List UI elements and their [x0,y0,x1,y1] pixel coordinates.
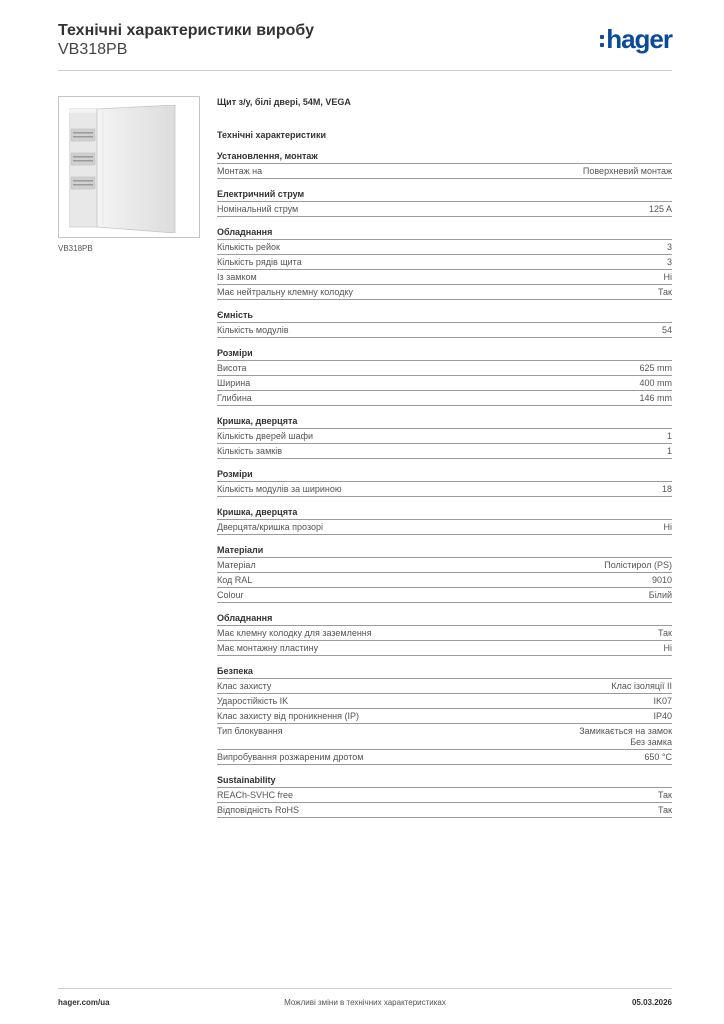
spec-group [217,415,672,459]
spec-content [217,96,672,827]
spec-label: Ширина [217,378,251,388]
section-heading: Технічні характеристики [217,130,326,140]
spec-group-title: Матеріали [217,544,672,558]
spec-row [217,429,672,444]
spec-group [217,347,672,406]
spec-value-line: Клас ізоляції II [611,681,672,691]
spec-label: Кількість рейок [217,242,280,252]
spec-label: Номінальний струм [217,204,299,214]
spec-label: Ударостійкість IK [217,696,289,706]
spec-value-line: IK07 [653,696,672,706]
spec-label: Матеріал [217,560,256,570]
spec-value [653,711,672,722]
spec-value-line: 625 mm [639,363,672,373]
product-image [58,96,200,238]
spec-value [583,166,672,177]
spec-value-line: Поверхневий монтаж [582,166,672,176]
spec-row [217,323,672,338]
spec-value-line: 146 mm [639,393,672,403]
spec-value-line: Полістирол (PS) [604,560,672,570]
spec-value [644,752,672,763]
spec-value [611,681,672,692]
spec-group-title: Sustainability [217,774,672,788]
spec-label: REACh-SVHC free [217,790,294,800]
spec-row [217,641,672,656]
spec-value [667,242,672,253]
spec-value-line: 650 °C [644,752,672,762]
spec-group [217,309,672,338]
spec-value-line: IP40 [653,711,672,721]
product-name: Щит з/у, білі двері, 54М, VEGA [217,97,351,107]
page-footer [58,988,672,1011]
spec-label: Кількість дверей шафи [217,431,314,441]
footer-website: hager.com/ua [58,998,110,1007]
spec-row [217,750,672,765]
spec-row [217,240,672,255]
spec-row [217,803,672,818]
spec-group-title: Установлення, монтаж [217,150,672,164]
spec-label: Відповідність RoHS [217,805,299,815]
spec-row [217,724,672,750]
spec-group-title: Електричний струм [217,188,672,202]
spec-label: Кількість рядів щита [217,257,302,267]
spec-value-line: Замикається на замок [579,726,672,736]
spec-value-line: Ні [663,272,672,282]
spec-value [658,287,672,298]
spec-group-title: Розміри [217,468,672,482]
spec-group [217,544,672,603]
spec-value-line: 1 [666,431,672,441]
spec-row [217,482,672,497]
spec-label: Клас захисту від проникнення (IP) [217,711,360,721]
spec-value-line: 125 A [648,204,672,214]
spec-row [217,573,672,588]
spec-row [217,694,672,709]
spec-row [217,285,672,300]
spec-value [652,575,672,586]
spec-value-line: Так [657,628,672,638]
spec-group [217,774,672,818]
spec-value [664,272,673,283]
spec-group [217,506,672,535]
spec-label: Дверцята/кришка прозорі [217,522,323,532]
spec-row [217,376,672,391]
spec-value [667,431,672,442]
footer-date: 05.03.2026 [631,998,672,1007]
spec-value [658,790,672,801]
spec-value [649,204,672,215]
spec-row [217,164,672,179]
page-header [58,22,672,71]
spec-group-title: Обладнання [217,612,672,626]
spec-label: Тип блокування [217,726,283,736]
spec-row [217,558,672,573]
spec-value-line: Ні [663,643,672,653]
spec-row [217,444,672,459]
spec-label: Монтаж на [217,166,263,176]
spec-value [604,560,672,571]
spec-label: Colour [217,590,244,600]
spec-value-line: 9010 [651,575,672,585]
spec-row [217,520,672,535]
spec-value [649,590,672,601]
spec-label: Має клемну колодку для заземлення [217,628,372,638]
spec-value [658,628,672,639]
spec-value [579,726,672,748]
spec-group-title: Обладнання [217,226,672,240]
spec-group [217,665,672,765]
page-title: Технічні характеристики виробу [58,22,314,39]
spec-value-line: Так [657,790,672,800]
spec-value-line: Ні [663,522,672,532]
spec-value [667,446,672,457]
spec-row [217,709,672,724]
spec-label: Має нейтральну клемну колодку [217,287,353,297]
spec-label: Код RAL [217,575,253,585]
spec-value [639,363,672,374]
spec-label: Кількість модулів [217,325,289,335]
spec-row [217,788,672,803]
spec-group [217,226,672,300]
spec-value [639,378,672,389]
spec-row [217,679,672,694]
spec-row [217,202,672,217]
spec-value-line: 54 [661,325,672,335]
logo-text: hager [606,24,672,54]
spec-label: Має монтажну пластину [217,643,319,653]
spec-value-line: 18 [661,484,672,494]
spec-group-title: Розміри [217,347,672,361]
spec-value [667,257,672,268]
spec-value-line: 400 mm [639,378,672,388]
spec-row [217,588,672,603]
spec-value [658,805,672,816]
spec-row [217,270,672,285]
cabinet-illustration [69,105,177,233]
spec-label: Випробування розжареним дротом [217,752,364,762]
spec-group-title: Кришка, дверцята [217,506,672,520]
spec-value-line: 1 [666,446,672,456]
spec-row [217,391,672,406]
spec-label: Із замком [217,272,257,282]
product-code: VB318PB [58,41,128,58]
spec-value [664,522,673,533]
spec-label: Клас захисту [217,681,272,691]
spec-row [217,361,672,376]
spec-row [217,255,672,270]
spec-value-line: Без замка [630,737,672,747]
spec-label: Кількість модулів за шириною [217,484,342,494]
image-caption: VB318PB [58,244,93,253]
spec-group-title: Кришка, дверцята [217,415,672,429]
spec-group [217,468,672,497]
spec-value [639,393,672,404]
spec-value-line: Так [657,287,672,297]
spec-value [664,643,673,654]
spec-group [217,150,672,179]
footer-disclaimer: Можливі зміни в технічних характеристиках [284,998,446,1007]
spec-label: Глибина [217,393,252,403]
logo-dots-icon [600,35,604,47]
spec-value [662,484,672,495]
spec-group [217,612,672,656]
spec-value-line: Так [657,805,672,815]
spec-label: Кількість замків [217,446,282,456]
spec-value-line: Білий [648,590,672,600]
hager-logo [600,24,672,54]
spec-row [217,626,672,641]
spec-group-title: Безпека [217,665,672,679]
spec-value [662,325,672,336]
spec-label: Висота [217,363,247,373]
spec-value [653,696,672,707]
spec-group [217,188,672,217]
spec-value-line: 3 [666,257,672,267]
spec-group-title: Ємність [217,309,672,323]
spec-value-line: 3 [666,242,672,252]
spec-groups [217,150,672,818]
